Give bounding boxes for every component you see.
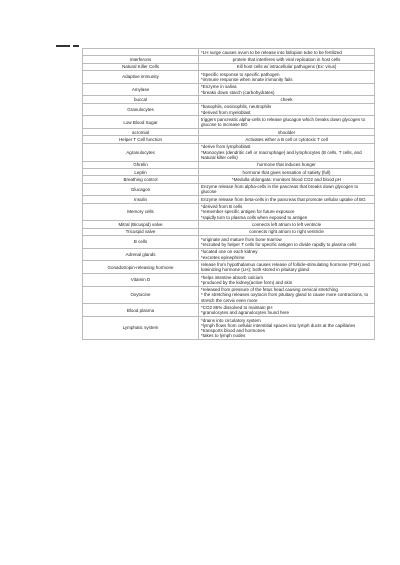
table-row [83, 136, 375, 143]
definition-line: Enzyme release from alpha-cells in the pancreas that breaks down glycogen to glucose [201, 184, 359, 195]
definition-line: shoulder [277, 129, 296, 135]
definition-line: *basophils, eosinophils, neutrophils [201, 104, 272, 110]
table-row [83, 103, 375, 116]
definition-line: *transports blood and hormones [201, 328, 266, 334]
term-cell [83, 49, 199, 56]
definition-cell [199, 286, 375, 304]
definition-cell [199, 248, 375, 261]
definition-line: cheek [280, 96, 293, 102]
definition-line: *helps intestine absorb calcium [201, 274, 264, 280]
definition-line: *derived from myeloblast [201, 109, 251, 115]
definition-line: *lymph flows from cellular interstitial spaces into lymph ducts at the capillaries [201, 322, 356, 328]
header-mark [56, 45, 70, 47]
definition-line: triggers pancreatic alpha-cells to release glucagon which breaks down glycogen to glucose to increase BG [201, 116, 366, 128]
terms-table [82, 48, 375, 340]
term-cell: Amylase [83, 83, 199, 96]
definition-line: Activates either a B cell or cytotoxic T cell [245, 136, 328, 142]
definition-cell [199, 203, 375, 221]
term-cell: Insulin [83, 196, 199, 203]
definition-line: *rapidly turn to plasma cells when exposed to antigen [201, 214, 308, 220]
term-cell: Glucagon [83, 183, 199, 196]
definition-line: *derived from B cells [201, 204, 243, 210]
definition-cell [199, 103, 375, 116]
definition-cell [199, 236, 375, 249]
definition-cell [199, 183, 375, 196]
definition-line: *drains into circulatory system [201, 317, 261, 323]
definition-line: *located one on each kidney [201, 249, 258, 255]
definition-line: hormone that gives sensation of satiety (full) [242, 169, 331, 175]
definition-cell [199, 136, 375, 143]
table-row [83, 236, 375, 249]
table-row [83, 317, 375, 340]
definition-cell [199, 56, 375, 63]
term-cell: Mitral (Bicuspid) valve [83, 221, 199, 228]
term-cell: Granulocytes [83, 103, 199, 116]
definition-line: Enzyme release from beta-cells in the pancreas that promote cellular uptake of BG [201, 196, 366, 202]
table-row [83, 116, 375, 129]
definition-line: *immune response when innate immunity fails [201, 76, 293, 82]
definition-cell [199, 221, 375, 228]
definition-line: *derive from lymphoblast [201, 144, 251, 150]
table-row [83, 161, 375, 168]
definition-line: *produced by the kidney(active form) and skin [201, 279, 293, 285]
definition-line: connects left atrium to left ventricle [251, 222, 322, 228]
definition-cell [199, 176, 375, 183]
definition-line: *Medulla oblongata: monitors blood CO2 and blood pH [231, 176, 342, 182]
definition-line: *Monocytes (dendritic cell or macrophage) and lymphocytes (B cells, T cells, and Natural killer cells) [201, 149, 362, 160]
table-row [83, 304, 375, 317]
table-row [83, 196, 375, 203]
term-cell: buccal [83, 96, 199, 103]
definition-cell [199, 116, 375, 129]
definition-cell [199, 161, 375, 168]
term-cell: Leptin [83, 168, 199, 175]
definition-line: *excretes epinephrine [201, 254, 245, 260]
term-cell: Lymphatic system [83, 317, 199, 340]
definition-cell [199, 196, 375, 203]
term-cell: Interferons [83, 56, 199, 63]
term-cell: Tricuspid valve [83, 228, 199, 235]
term-cell: Breathing control [83, 176, 199, 183]
table-row [83, 183, 375, 196]
definition-line: *CO2 85% dissolved to maintain pH [201, 305, 273, 311]
term-cell: Oxytocine [83, 286, 199, 304]
table-row [83, 56, 375, 63]
table-row [83, 63, 375, 70]
definition-cell [199, 261, 375, 274]
definition-line: hormone that induces hunger [257, 162, 316, 168]
term-cell: Natural Killer Cells [83, 63, 199, 70]
definition-cell [199, 63, 375, 70]
definition-line: *Enzyme in saliva [201, 84, 237, 90]
table-row [83, 128, 375, 135]
definition-cell [199, 49, 375, 56]
definition-cell [199, 71, 375, 84]
definition-line: *breaks down starch (carbohydrates) [201, 89, 275, 95]
definition-line: protein that interferes with viral replication in host cells [232, 56, 341, 62]
definition-cell [199, 304, 375, 317]
terms-table-body [83, 49, 375, 340]
term-cell: Adaptive immunity [83, 71, 199, 84]
table-row [83, 228, 375, 235]
definition-line: *Specific response to specific pathogen [201, 71, 280, 77]
term-cell: Memory cells [83, 203, 199, 221]
table-row [83, 49, 375, 56]
term-cell: Blood plasma [83, 304, 199, 317]
definition-line: *granulocytes and agranulocytes found here [201, 310, 290, 316]
definition-line: release from hypothalamus causes release of follicle-stimulating hormone (FSH) and luteinizing hormone (LH); both stored in pituitary gland [201, 262, 370, 273]
table-row [83, 96, 375, 103]
table-row [83, 248, 375, 261]
definition-cell [199, 128, 375, 135]
table-row [83, 203, 375, 221]
table-row [83, 83, 375, 96]
definition-line: *LH surge causes ovum to be release into fallopian tube to be fertilized [201, 49, 342, 55]
table-row [83, 143, 375, 161]
table-row [83, 176, 375, 183]
table-row [83, 261, 375, 274]
term-cell: Adrenal glands [83, 248, 199, 261]
table-row [83, 221, 375, 228]
term-cell: Gonadotropin-releasing hormone [83, 261, 199, 274]
definition-line: *originate and mature from bone marrow [201, 236, 282, 242]
definition-line: *takes to lymph nodes [201, 333, 246, 339]
definition-cell [199, 96, 375, 103]
term-cell: Agranulocytes [83, 143, 199, 161]
table-row [83, 274, 375, 287]
term-cell: acromial [83, 128, 199, 135]
definition-cell [199, 317, 375, 340]
table-row [83, 71, 375, 84]
term-cell: Low Blood Sugar [83, 116, 199, 129]
definition-cell [199, 274, 375, 287]
definition-line: * the stretching releases oxytocin from pituitary gland to cause more contractions, to stretch the cervix even more [201, 292, 369, 303]
definition-line: Kill host cells w/ intracellular pathogens (Ex: virus) [236, 64, 337, 70]
definition-line: *recruited by helper T cells for specific antigen to divide rapidly to plasma cells [201, 242, 357, 248]
definition-cell [199, 168, 375, 175]
definition-line: *remember specific antigen for future exposure [201, 209, 295, 215]
term-cell: B cells [83, 236, 199, 249]
term-cell: Ghrelin [83, 161, 199, 168]
table-row [83, 286, 375, 304]
definition-cell [199, 228, 375, 235]
definition-line: connects right atrium to right ventricle [249, 229, 324, 235]
term-cell: Helper T Cell function [83, 136, 199, 143]
definition-cell [199, 83, 375, 96]
definition-line: *released from pressure of the fetus head causing cervical stretching [201, 287, 338, 293]
table-row [83, 168, 375, 175]
term-cell: Vitamin D [83, 274, 199, 287]
definition-cell [199, 143, 375, 161]
